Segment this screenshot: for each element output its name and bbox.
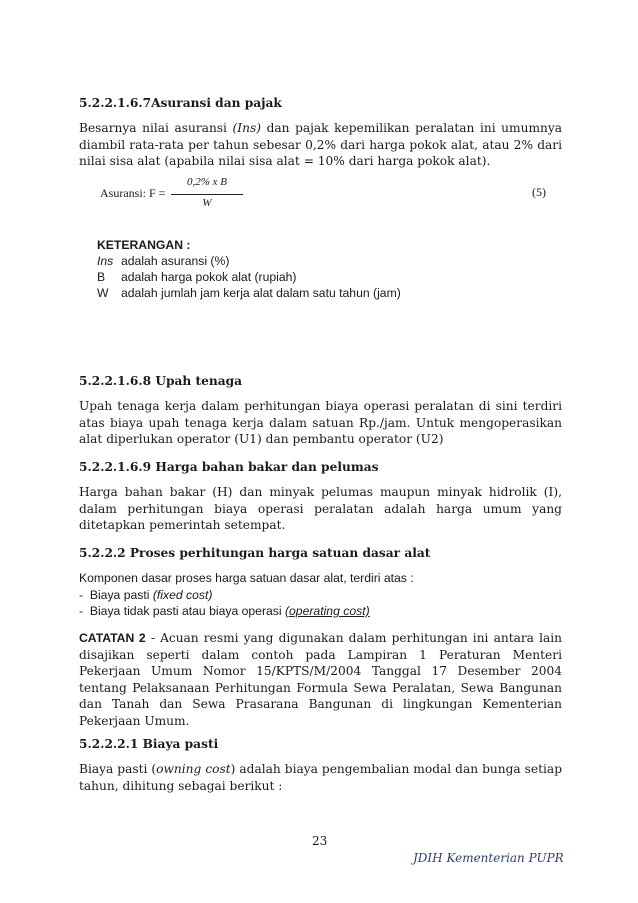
keterangan-term: B: [97, 270, 106, 284]
paragraph-text: dan pajak kepemilikan peralatan ini umumnya diambil rata-rata per tahun sebesar 0,2% dari harga pokok alat, atau 2% dari nilai sisa alat (apabila nilai sisa alat = 10% dari harga pokok alat).: [79, 121, 562, 168]
keterangan-term: W: [97, 286, 109, 300]
paragraph-bahan-bakar: Harga bahan bakar (H) dan minyak pelumas maupun minyak hidrolik (I), dalam perhitungan biaya operasi peralatan adalah harga umum yang ditetapkan pemerintah setempat.: [79, 485, 562, 532]
paragraph-term-ins: (Ins): [232, 121, 261, 135]
paragraph-term-owning: owning cost: [156, 762, 231, 776]
keterangan-item: [97, 285, 401, 302]
section-heading-biaya-pasti: 5.2.2.2.1 Biaya pasti: [79, 737, 219, 751]
paragraph-komponen: Komponen dasar proses harga satuan dasar alat, terdiri atas :: [79, 571, 414, 585]
list-item-term: (operating cost): [284, 604, 370, 618]
paragraph-text: Biaya pasti (: [79, 762, 157, 776]
formula-denominator: W: [202, 197, 212, 209]
list-item-text: Biaya tidak pasti atau biaya operasi: [89, 604, 285, 618]
list-item: - Biaya pasti (fixed cost): [79, 588, 213, 602]
formula-label: Asuransi: F =: [100, 186, 166, 200]
paragraph-text: Besarnya nilai asuransi: [79, 121, 233, 135]
keterangan-title: KETERANGAN :: [97, 238, 191, 252]
keterangan-term: Ins: [97, 254, 114, 268]
keterangan-desc: adalah jumlah jam kerja alat dalam satu tahun (jam): [121, 286, 401, 300]
keterangan-item: [97, 253, 229, 270]
catatan-note: [79, 630, 562, 729]
catatan-label: CATATAN 2: [79, 631, 146, 645]
section-heading-proses: 5.2.2.2 Proses perhitungan harga satuan dasar alat: [79, 546, 431, 560]
page-number: 23: [312, 834, 328, 848]
paragraph-biaya-pasti: [79, 761, 562, 794]
section-heading-bahan-bakar: 5.2.2.1.6.9 Harga bahan bakar dan pelumas: [79, 460, 379, 474]
section-heading-asuransi: 5.2.2.1.6.7Asuransi dan pajak: [79, 96, 282, 110]
list-item-text: Biaya pasti: [89, 588, 153, 602]
catatan-text: - Acuan resmi yang digunakan dalam perhitungan ini antara lain disajikan seperti dalam contoh pada Lampiran 1 Peraturan Menteri Pekerjaan Umum Nomor 15/KPTS/M/2004 Tanggal 17 Desember 2004 tentang Pelaksanaan Perhitungan Formula Sewa Peralatan, Sewa Bangunan dan Tanah dan Sewa Prasarana Bangunan di lingkungan Kementerian Pekerjaan Umum.: [79, 631, 562, 728]
paragraph-asuransi: [79, 120, 562, 170]
paragraph-text: ) adalah biaya pengembalian modal dan bunga setiap tahun, dihitung sebagai berikut :: [79, 762, 562, 793]
list-item-term: (fixed cost): [152, 588, 213, 602]
keterangan-desc: adalah harga pokok alat (rupiah): [121, 270, 297, 284]
fraction-line: [171, 194, 243, 195]
keterangan-desc: adalah asuransi (%): [121, 254, 230, 268]
list-item: - Biaya tidak pasti atau biaya operasi (operating cost): [79, 604, 370, 618]
formula-numerator: 0,2% x B: [186, 176, 227, 188]
section-heading-upah: 5.2.2.1.6.8 Upah tenaga: [79, 374, 243, 388]
paragraph-upah: Upah tenaga kerja dalam perhitungan biaya operasi peralatan di sini terdiri atas biaya upah tenaga kerja dalam satuan Rp./jam. Untuk mengoperasikan alat diperlukan operator (U1) dan pembantu operator (U2): [79, 399, 562, 446]
footer-source: JDIH Kementerian PUPR: [413, 851, 564, 865]
keterangan-item: [97, 269, 296, 286]
equation-number: (5): [532, 185, 546, 199]
